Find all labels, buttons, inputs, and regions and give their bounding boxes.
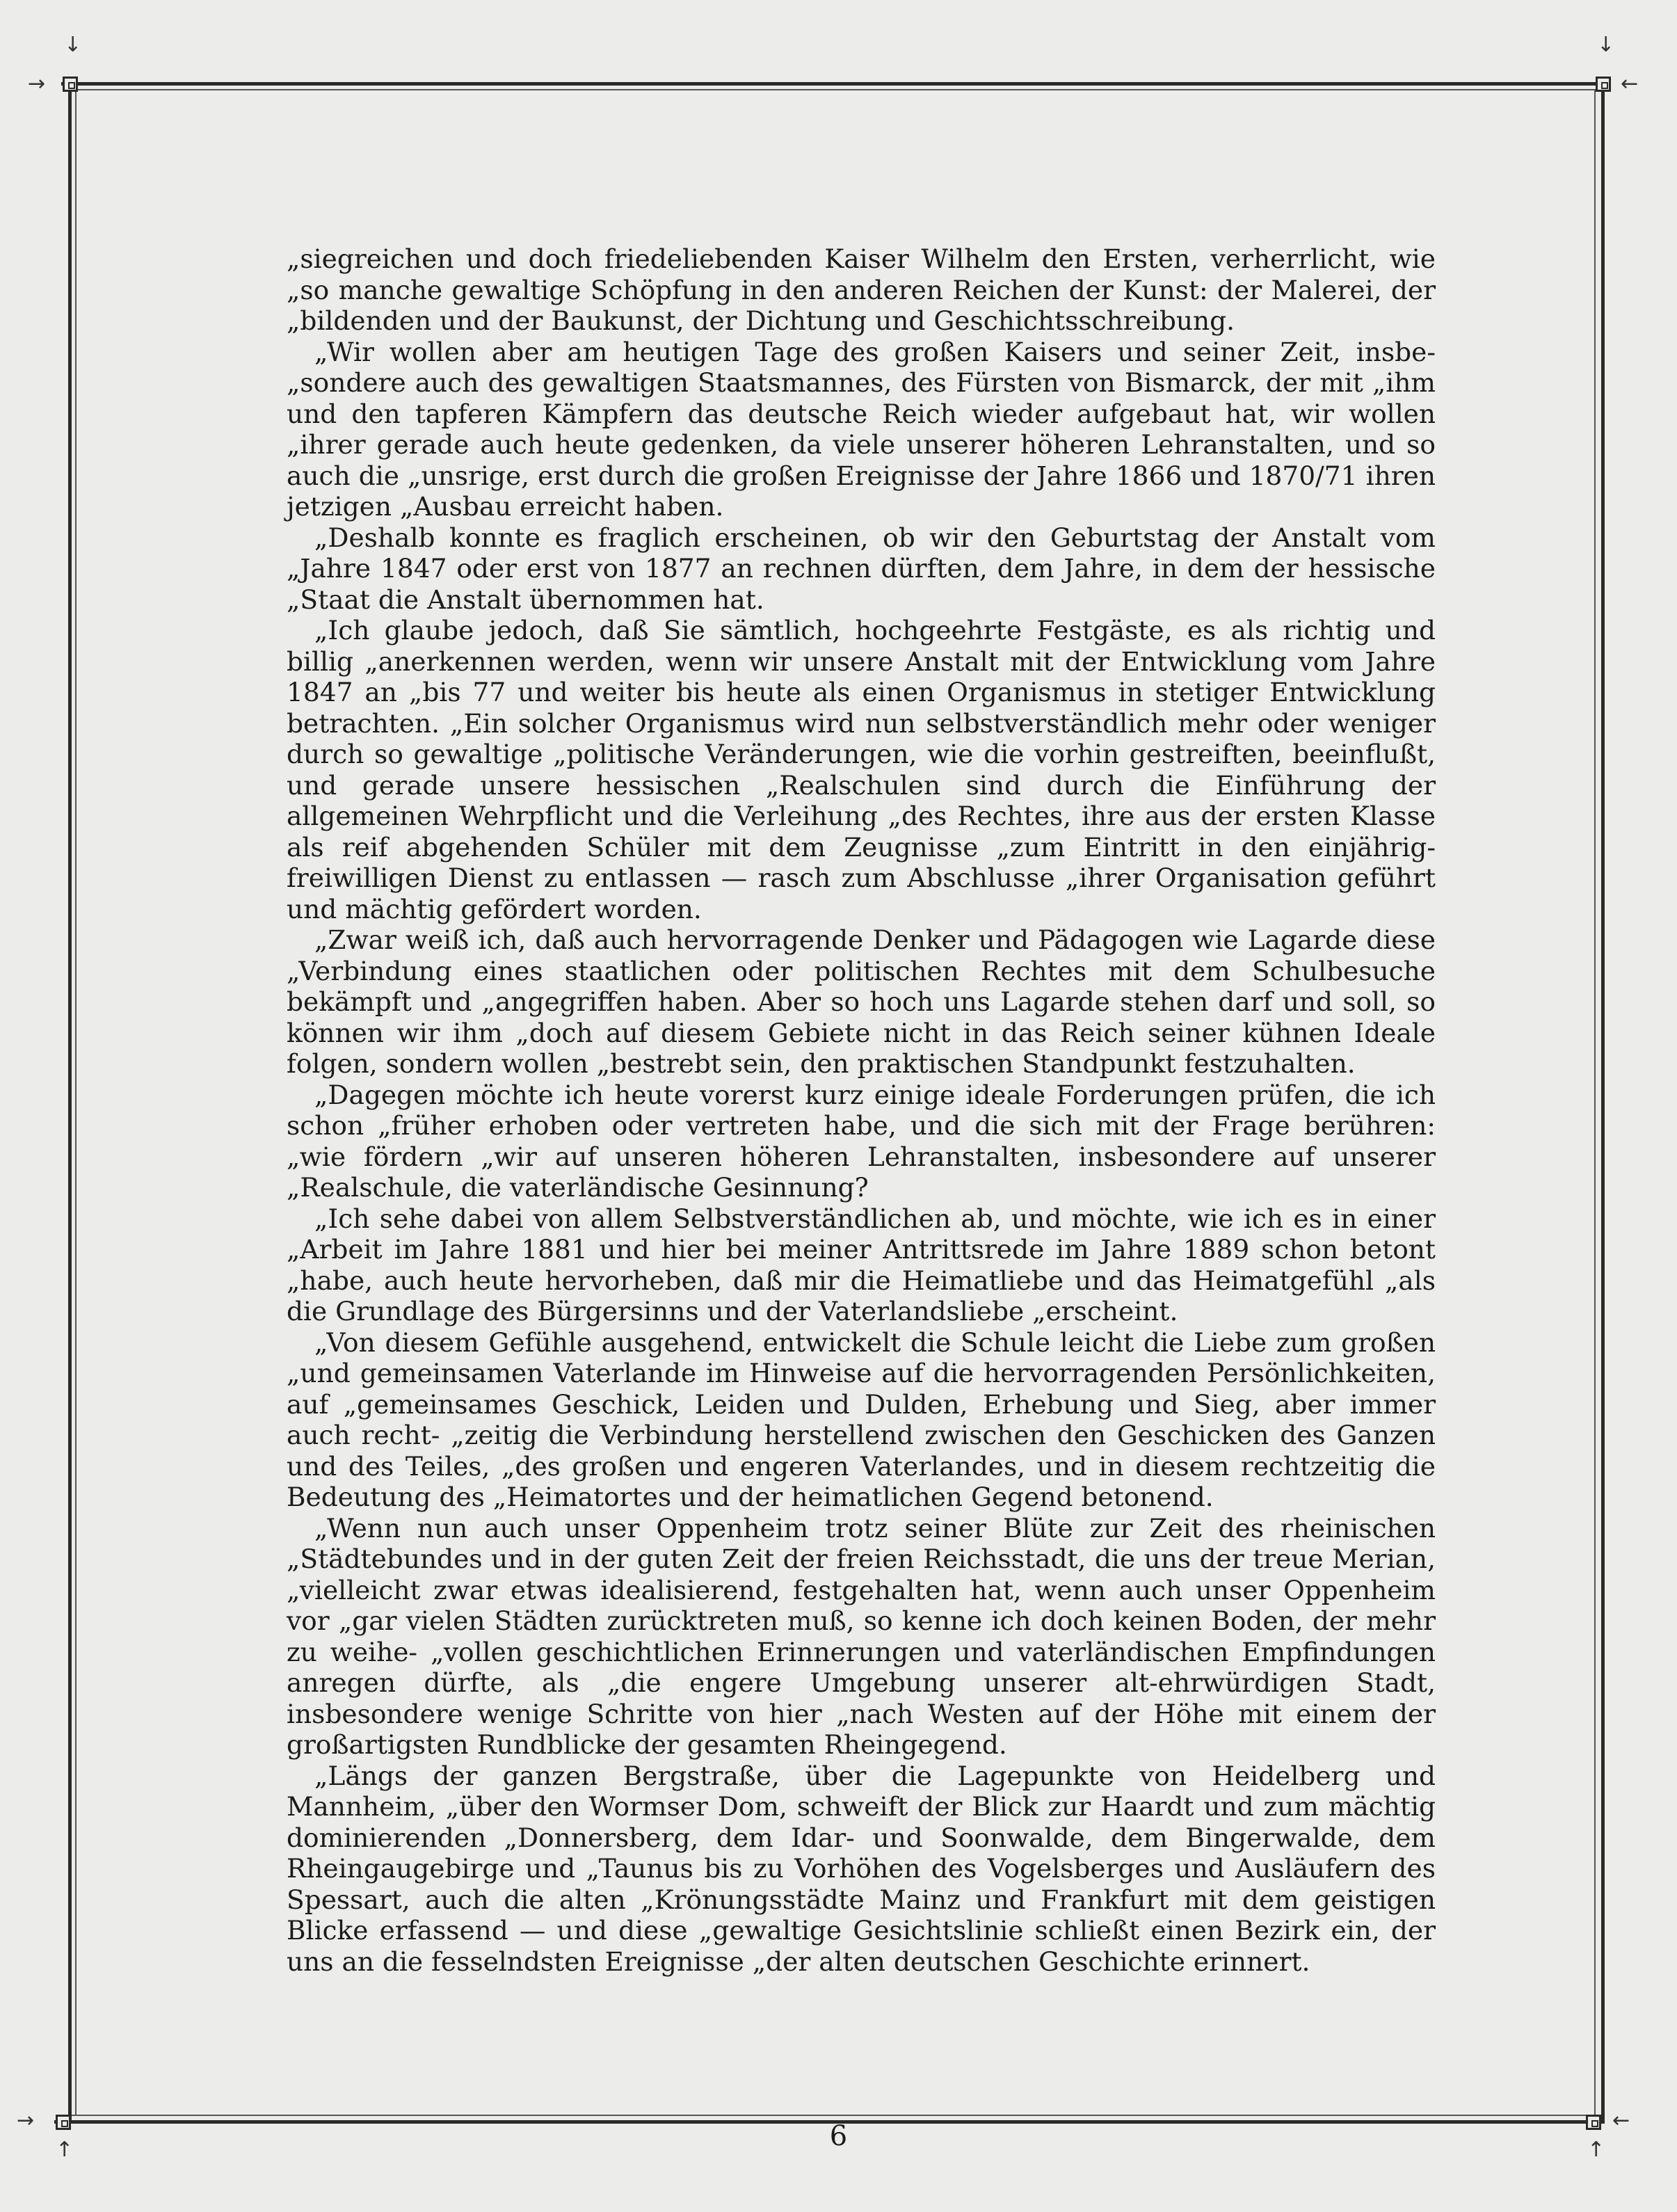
paragraph: „Wir wollen aber am heutigen Tage des großen Kaisers und seiner Zeit, insbe- „sondere auch des gewaltigen Staatsmannes, des Fürsten von Bismarck, der mit „ihm und den tapferen Kämpfern das deutsche Reich wieder aufgebaut hat, wir wollen „ihrer gerade auch heute gedenken, da viele unserer höheren Lehranstalten, und so auch die „unsrige, erst durch die großen Ereignisse der Jahre 1866 und 1870/71 ihren jetzigen „Ausbau erreicht haben. [287,336,1436,522]
paragraph: „Zwar weiß ich, daß auch hervorragende Denker und Pädagogen wie Lagarde diese „Verbindung eines staatlichen oder politischen Rechtes mit dem Schulbesuche bekämpft und „angegriffen haben. Aber so hoch uns Lagarde stehen darf und soll, so können wir ihm „doch auf diesem Gebiete nicht in das Reich seiner kühnen Ideale folgen, sondern wollen „bestrebt sein, den praktischen Standpunkt festzuhalten. [287,924,1436,1079]
arrow-left-icon: ← [1621,72,1639,96]
frame-top [61,82,1611,86]
corner-ornament-top-right [1596,77,1611,92]
paragraph: „Ich glaube jedoch, daß Sie sämtlich, hochgeehrte Festgäste, es als richtig und billig „anerkennen werden, wenn wir unsere Anstalt mit der Entwicklung vom Jahre 1847 an „bis 77 und weiter bis heute als einen Organismus in stetiger Entwicklung betrachten. „Ein solcher Organismus wird nun selbstverständlich mehr oder weniger durch so gewaltige „politische Veränderungen, wie die vorhin gestreiften, beeinflußt, und gerade unsere hessischen „Realschulen sind durch die Einführung der allgemeinen Wehrpflicht und die Verleihung „des Rechtes, ihre aus der ersten Klasse als reif abgehenden Schüler mit dem Zeugnisse „zum Eintritt in den einjährig-freiwilligen Dienst zu entlassen — rasch zum Abschlusse „ihrer Organisation geführt und mächtig gefördert worden. [287,615,1436,924]
arrow-up-icon: ↑ [56,2138,74,2162]
arrow-right-icon: → [17,2108,35,2133]
arrow-left-icon: ← [1612,2108,1630,2133]
page-number: 6 [829,2120,848,2152]
paragraph: „siegreichen und doch friedeliebenden Kaiser Wilhelm den Ersten, verherrlicht, wie „so manche gewaltige Schöpfung in den anderen Reichen der Kunst: der Malerei, der „bildenden und der Baukunst, der Dichtung und Geschichtsschreibung. [287,243,1436,336]
frame-right-inner [1594,90,1596,2115]
corner-ornament-top-left [63,77,78,92]
arrow-down-icon: ↓ [64,33,82,57]
arrow-up-icon: ↑ [1587,2138,1605,2162]
arrow-right-icon: → [28,72,46,96]
frame-right [1601,82,1605,2124]
paragraph: „Von diesem Gefühle ausgehend, entwickelt die Schule leicht die Liebe zum großen „und gemeinsamen Vaterlande im Hinweise auf die hervorragenden Persönlichkeiten, auf „gemeinsames Geschick, Leiden und Dulden, Erhebung und Sieg, aber immer auch recht- „zeitig die Verbindung herstellend zwischen den Geschicken des Ganzen und des Teiles, „des großen und engeren Vaterlandes, und in diesem rechtzeitig die Bedeutung des „Heimatortes und der heimatlichen Gegend betonend. [287,1327,1436,1512]
arrow-down-icon: ↓ [1597,33,1615,57]
paragraph: „Ich sehe dabei von allem Selbstverständlichen ab, und möchte, wie ich es in einer „Arbeit im Jahre 1881 und hier bei meiner Antrittsrede im Jahre 1889 schon betont „habe, auch heute hervorheben, daß mir die Heimatliebe und das Heimatgefühl „als die Grundlage des Bürgersinns und der Vaterlandsliebe „erscheint. [287,1203,1436,1327]
paragraph: „Dagegen möchte ich heute vorerst kurz einige ideale Forderungen prüfen, die ich schon „früher erhoben oder vertreten habe, und die sich mit der Frage berühren: „wie fördern „wir auf unseren höheren Lehranstalten, insbesondere auf unserer „Realschule, die vaterländische Gesinnung? [287,1079,1436,1203]
frame-left [68,82,72,2124]
paragraph: „Längs der ganzen Bergstraße, über die Lagepunkte von Heidelberg und Mannheim, „über den Wormser Dom, schweift der Blick zur Haardt und zum mächtig dominierenden „Donnersberg, dem Idar- und Soonwalde, dem Bingerwalde, dem Rheingaugebirge und „Taunus bis zu Vorhöhen des Vogelsberges und Ausläufern des Spessart, auch die alten „Krönungsstädte Mainz und Frankfurt mit dem geistigen Blicke erfassend — und diese „gewaltige Gesichtslinie schließt einen Bezirk ein, der uns an die fesselndsten Ereignisse „der alten deutschen Geschichte erinnert. [287,1760,1436,1977]
frame-left-inner [75,90,77,2115]
body-text [287,243,1436,1977]
paragraph: „Deshalb konnte es fraglich erscheinen, ob wir den Geburtstag der Anstalt vom „Jahre 1847 oder erst von 1877 an rechnen dürften, dem Jahre, in dem der hessische „Staat die Anstalt übernommen hat. [287,522,1436,615]
paragraph: „Wenn nun auch unser Oppenheim trotz seiner Blüte zur Zeit des rheinischen „Städtebundes und in der guten Zeit der freien Reichsstadt, die uns der treue Merian, „vielleicht zwar etwas idealisierend, festgehalten hat, wenn auch unser Oppenheim vor „gar vielen Städten zurücktreten muß, so kenne ich doch keinen Boden, der mehr zu weihe- „vollen geschichtlichen Erinnerungen und vaterländischen Empfindungen anregen dürfte, als „die engere Umgebung unserer alt-ehrwürdigen Stadt, insbesondere wenige Schritte von hier „nach Westen auf der Höhe mit einem der großartigsten Rundblicke der gesamten Rheingegend. [287,1512,1436,1760]
frame-bottom-inner [63,2115,1591,2116]
frame-top-inner [70,89,1603,90]
